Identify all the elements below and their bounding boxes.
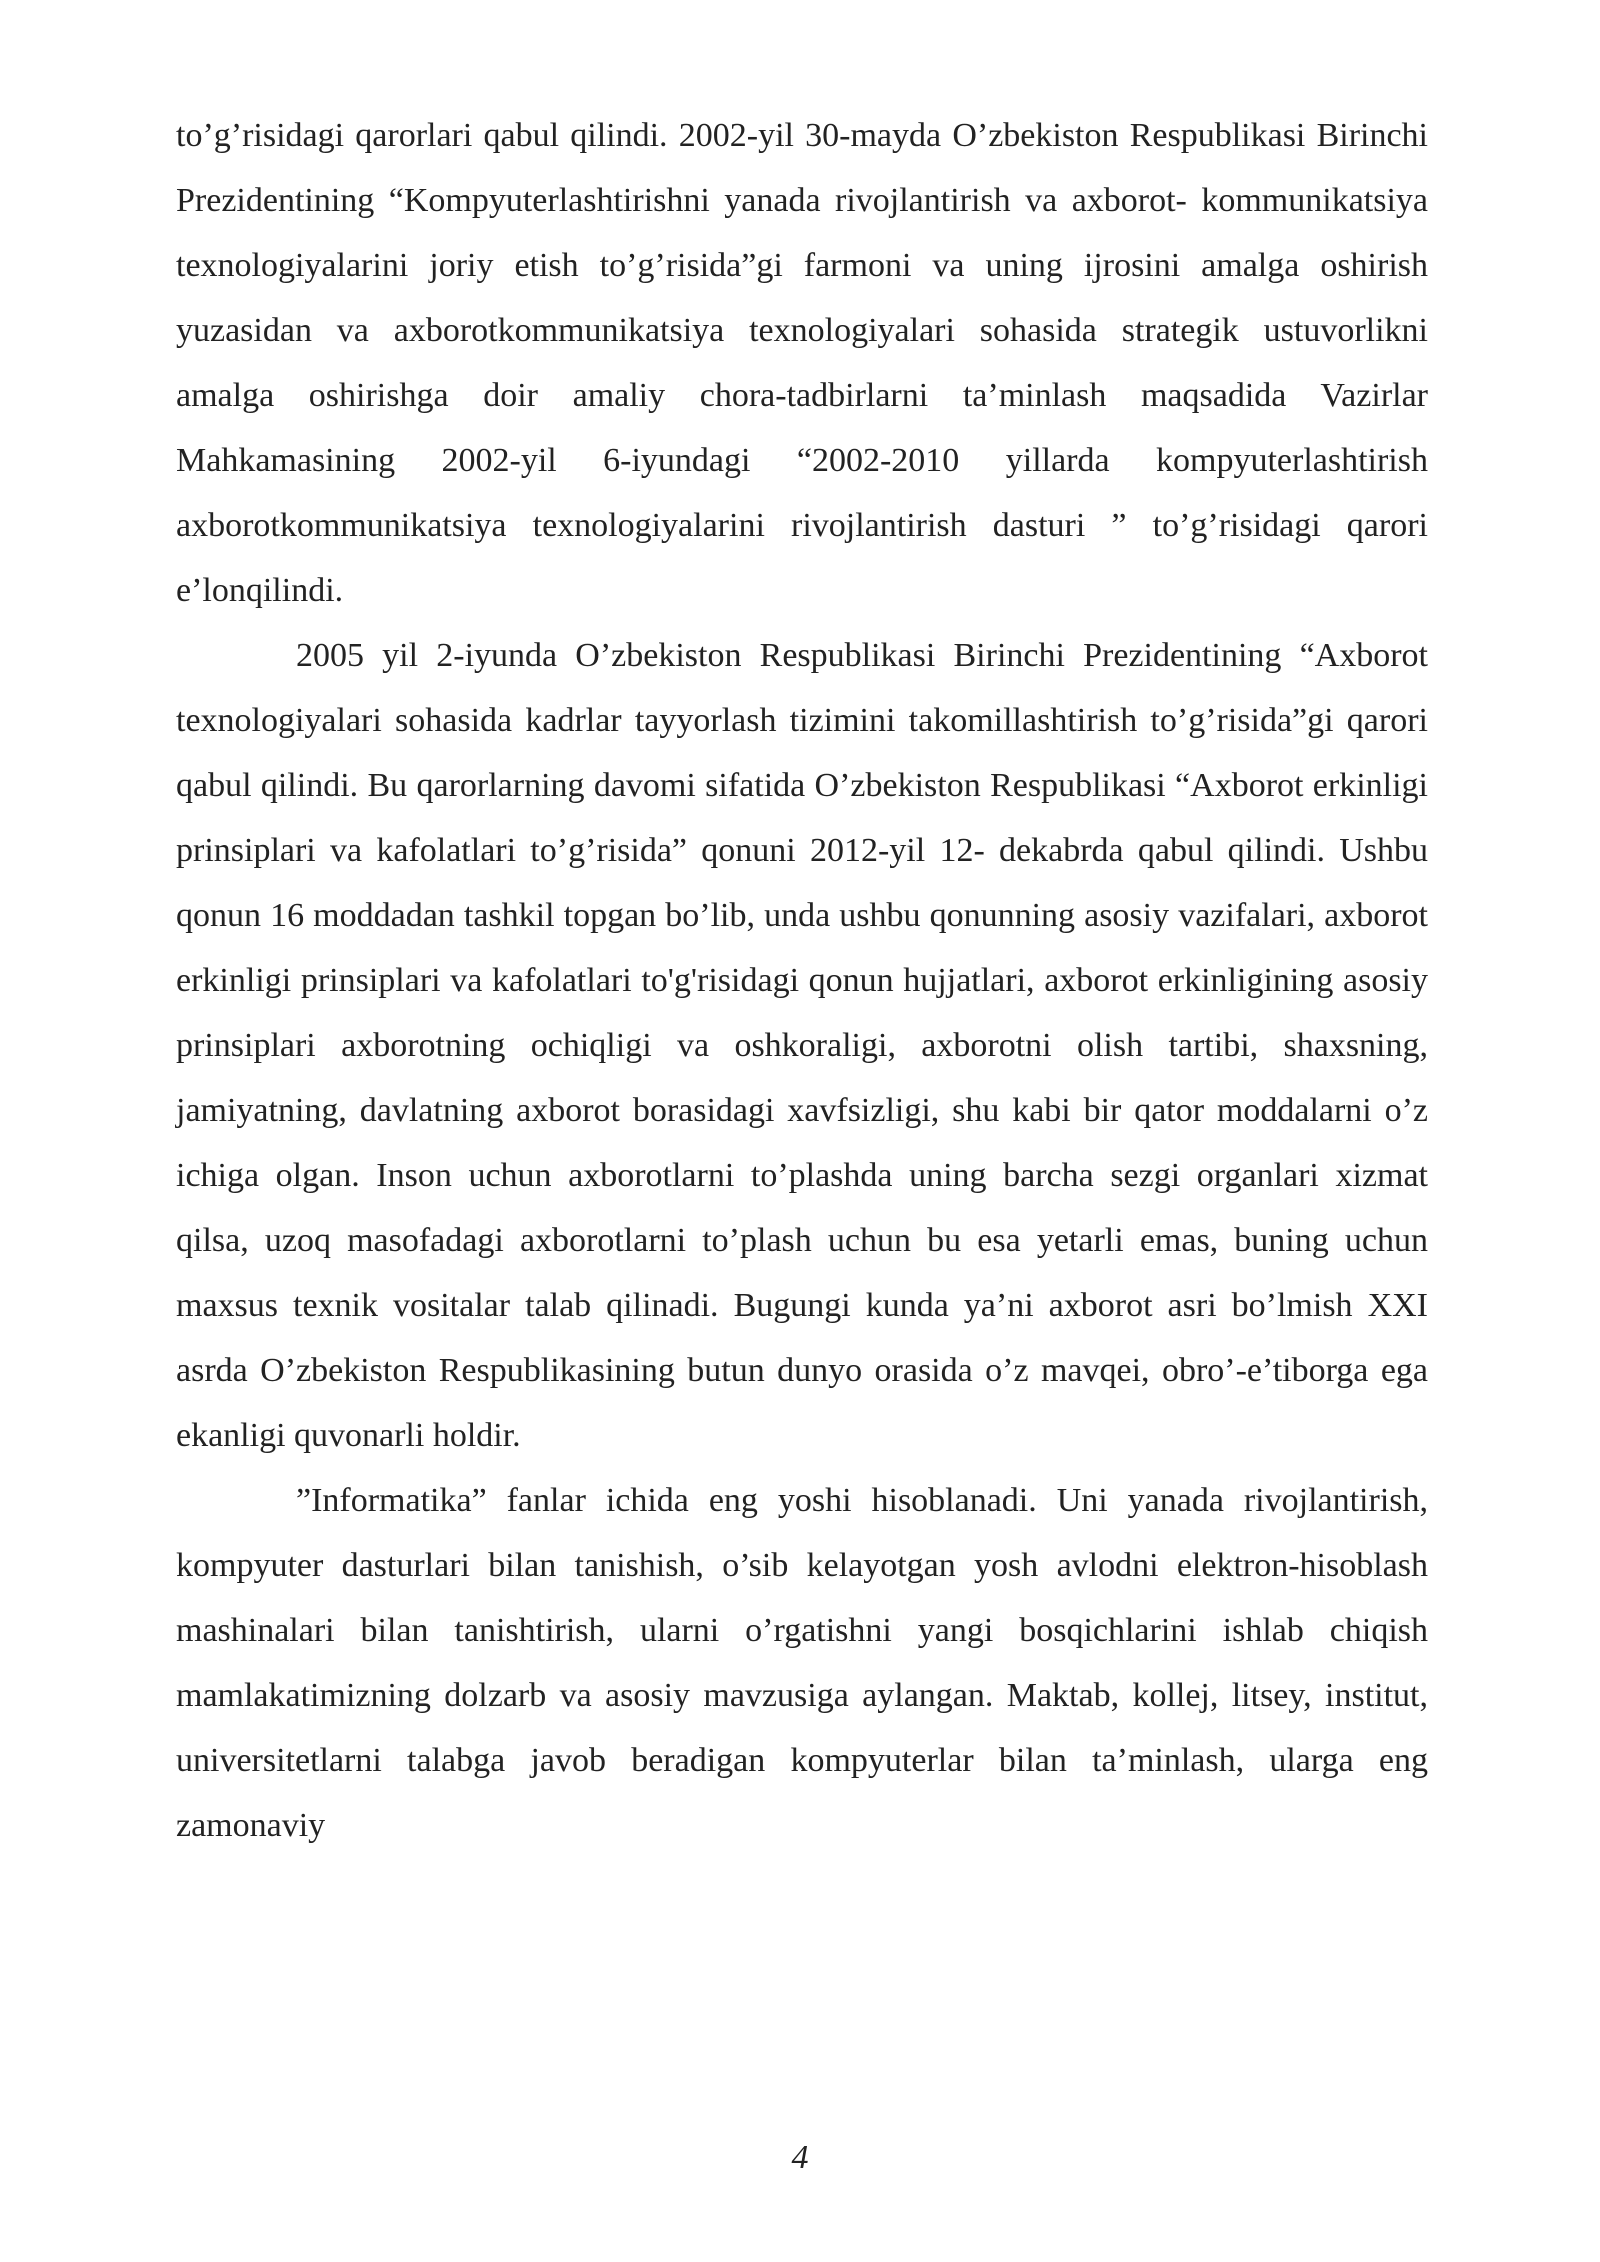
paragraph-3: ”Informatika” fanlar ichida eng yoshi hisoblanadi. Uni yanada rivojlantirish, kompyuter dasturlari bilan tanishish, o’sib kelayotgan yosh avlodni elektron-hisoblash mashinalari bilan tanishtirish, ularni o’rgatishni yangi bosqichlarini ishlab chiqish mamlakatimizning dolzarb va asosiy mavzusiga aylangan. Maktab, kollej, litsey, institut, universitetlarni talabga javob beradigan kompyuterlar bilan ta’minlash, ularga eng zamonaviy	[176, 1482, 1428, 1844]
body-text	[176, 103, 1428, 1858]
page-number: 4	[791, 2139, 809, 2176]
paragraph-1: to’g’risidagi qarorlari qabul qilindi. 2002-yil 30-mayda O’zbekiston Respublikasi Birinchi Prezidentining “Kompyuterlashtirishni yanada rivojlantirish va axborot- kommunikatsiya texnologiyalarini joriy etish to’g’risida”gi farmoni va uning ijrosini amalga oshirish yuzasidan va axborotkommunikatsiya texnologiyalari sohasida strategik ustuvorlikni amalga oshirishga doir amaliy chora-tadbirlarni ta’minlash maqsadida Vazirlar Mahkamasining 2002-yil 6-iyundagi “2002-2010 yillarda kompyuterlashtirish axborotkommunikatsiya texnologiyalarini rivojlantirish dasturi ” to’g’risidagi qarori e’lonqilindi.	[176, 117, 1428, 609]
paragraph-2: 2005 yil 2-iyunda O’zbekiston Respublikasi Birinchi Prezidentining “Axborot texnologiyalari sohasida kadrlar tayyorlash tizimini takomillashtirish to’g’risida”gi qarori qabul qilindi. Bu qarorlarning davomi sifatida O’zbekiston Respublikasi “Axborot erkinligi prinsiplari va kafolatlari to’g’risida” qonuni 2012-yil 12- dekabrda qabul qilindi. Ushbu qonun 16 moddadan tashkil topgan bo’lib, unda ushbu qonunning asosiy vazifalari, axborot erkinligi prinsiplari va kafolatlari to'g'risidagi qonun hujjatlari, axborot erkinligining asosiy prinsiplari axborotning ochiqligi va oshkoraligi, axborotni olish tartibi, shaxsning, jamiyatning, davlatning axborot borasidagi xavfsizligi, shu kabi bir qator moddalarni o’z ichiga olgan. Inson uchun axborotlarni to’plashda uning barcha sezgi organlari xizmat qilsa, uzoq masofadagi axborotlarni to’plash uchun bu esa yetarli emas, buning uchun maxsus texnik vositalar talab qilinadi. Bugungi kunda ya’ni axborot asri bo’lmish XXI asrda O’zbekiston Respublikasining butun dunyo orasida o’z mavqei, obro’-e’tiborga ega ekanligi quvonarli holdir.	[176, 637, 1428, 1454]
